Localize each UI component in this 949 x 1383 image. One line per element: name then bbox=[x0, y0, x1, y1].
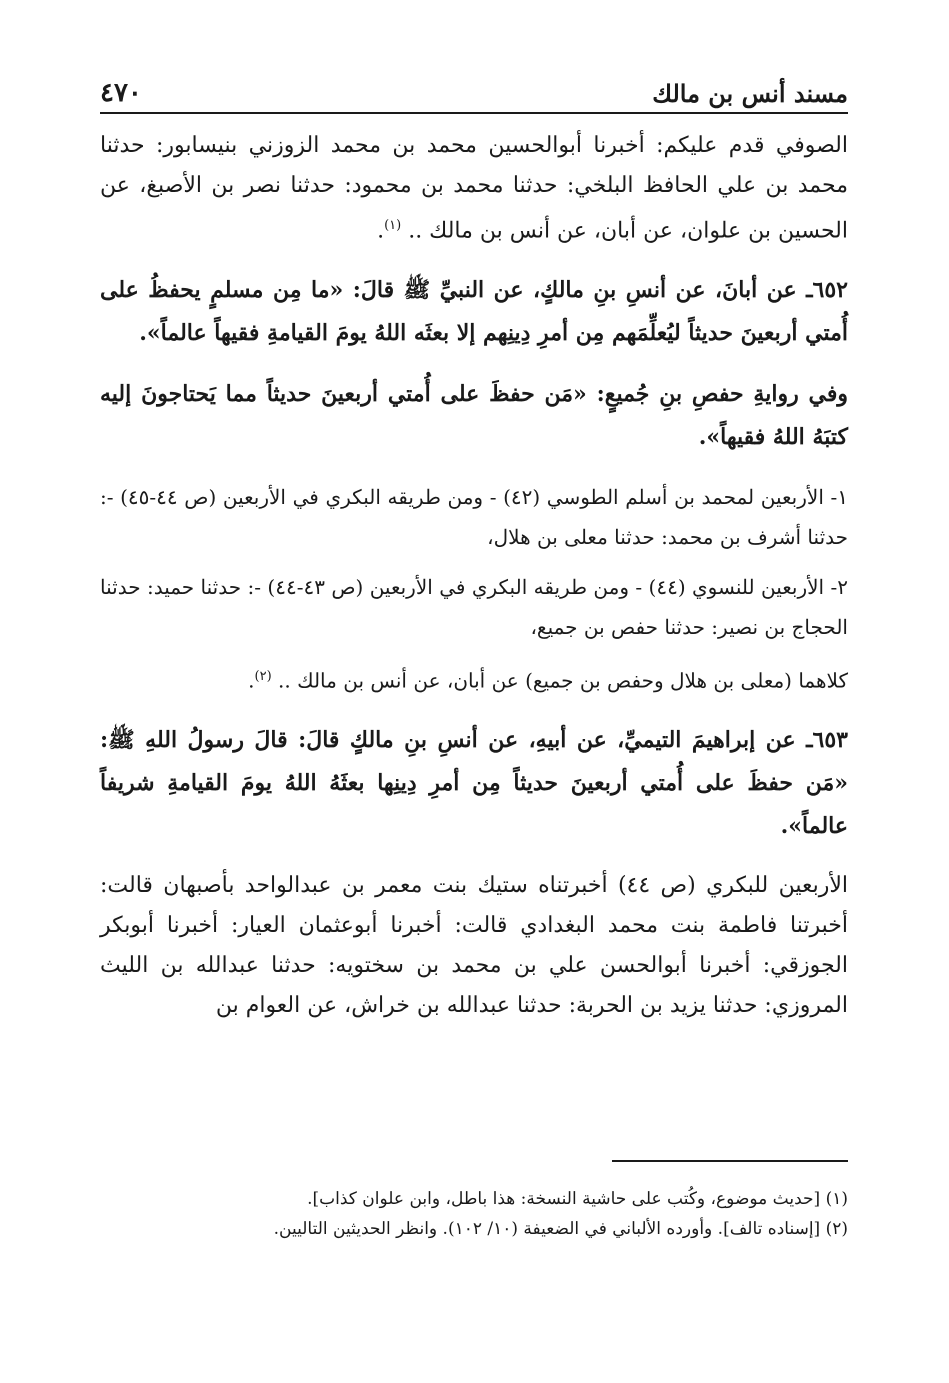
footnote-ref-1: (١) bbox=[384, 218, 402, 233]
both-text: كلاهما (معلى بن هلال وحفص بن جميع) عن أبان، عن أنس بن مالك .. bbox=[278, 668, 848, 693]
page-header bbox=[100, 68, 848, 108]
spacer bbox=[100, 711, 848, 719]
page-number: ٤٧٠ bbox=[100, 78, 142, 108]
source-1: ١- الأربعين لمحمد بن أسلم الطوسي (٤٢) - ومن طريقه البكري في الأربعين (ص ٤٤-٤٥) -: حدثنا أشرف بن محمد: حدثنا معلى بن هلال، bbox=[100, 485, 848, 550]
final-paragraph: الأربعين للبكري (ص ٤٤) أخبرتناه ستيك بنت معمر بن عبدالواحد بأصبهان قالت: أخبرتنا فاطمة بنت محمد البغدادي قالت: أخبرنا أبوعثمان العيار: أخبرنا أبوبكر الجوزقي: أخبرنا أبوالحسن علي بن محمد بن سختويه: حدثنا عبدالله بن الليث المروزي: حدثنا يزيد بن الحربة: حدثنا عبدالله بن خراش، عن العوام بن bbox=[100, 872, 848, 1018]
footnote-rule bbox=[612, 1160, 848, 1162]
intro-text: الصوفي قدم عليكم: أخبرنا أبوالحسين محمد بن محمد الزوزني بنيسابور: حدثنا محمد بن علي الحافظ البلخي: حدثنا محمد بن محمود: حدثنا نصر بن الأصبغ، عن الحسين بن علوان، عن أبان، عن أنس بن مالك .. bbox=[100, 133, 848, 244]
both-paragraph: كلاهما (معلى بن هلال وحفص بن جميع) عن أبان، عن أنس بن مالك .. $^{(٢)}$. bbox=[248, 668, 848, 693]
riwaya-paragraph: وفي روايةِ حفصِ بنِ جُميعٍ: «مَن حفظَ على أُمتي أربعينَ حديثاً مما يَحتاجونَ إليه كتبَهُ اللهُ فقيهاً». bbox=[100, 381, 848, 451]
running-title: مسند أنس بن مالك bbox=[652, 79, 848, 108]
hadith-653: ٦٥٣ـ عن إبراهيمَ التيميِّ، عن أبيهِ، عن أنسِ بنِ مالكٍ قالَ: قالَ رسولُ اللهِ ﷺ: «مَن حفظَ على أُمتي أربعينَ حديثاً مِن أمرِ دِينِها بعثَهُ اللهُ يومَ القيامةِ شريفاً عالماً». bbox=[100, 726, 848, 839]
footnote-ref-2: (٢) bbox=[254, 669, 272, 685]
footnotes bbox=[100, 1184, 848, 1244]
source-2: ٢- الأربعين للنسوي (٤٤) - ومن طريقه البكري في الأربعين (ص ٤٣-٤٤) -: حدثنا حميد: حدثنا الحجاج بن نصير: حدثنا حفص بن جميع، bbox=[100, 575, 848, 640]
hadith-652: ٦٥٢ـ عن أبانَ، عن أنسِ بنِ مالكٍ، عن النبيِّ ﷺ قالَ: «ما مِن مسلمٍ يحفظُ على أُمتي أربعينَ حديثاً ليُعلِّمَهم مِن أمرِ دِينِهم إلا بعثَه اللهُ يومَ القيامةِ فقيهاً عالماً». bbox=[100, 277, 848, 347]
intro-paragraph: الصوفي قدم عليكم: أخبرنا أبوالحسين محمد بن محمد الزوزني بنيسابور: حدثنا محمد بن علي الحافظ البلخي: حدثنا محمد بن محمود: حدثنا نصر بن الأصبغ، عن الحسين بن علوان، عن أبان، عن أنس بن مالك .. $^{(١)}$. bbox=[100, 133, 848, 244]
header-rule bbox=[100, 112, 848, 114]
footnote-1: (١) [حديث موضوع، وكُتب على حاشية النسخة: هذا باطل، وابن علوان كذاب]. bbox=[307, 1189, 848, 1209]
main-text bbox=[100, 126, 848, 1044]
footnote-2: (٢) [إسناده تالف]. وأورده الألباني في الضعيفة (١٠/ ١٠٢). وانظر الحديثين التاليين. bbox=[273, 1219, 848, 1239]
